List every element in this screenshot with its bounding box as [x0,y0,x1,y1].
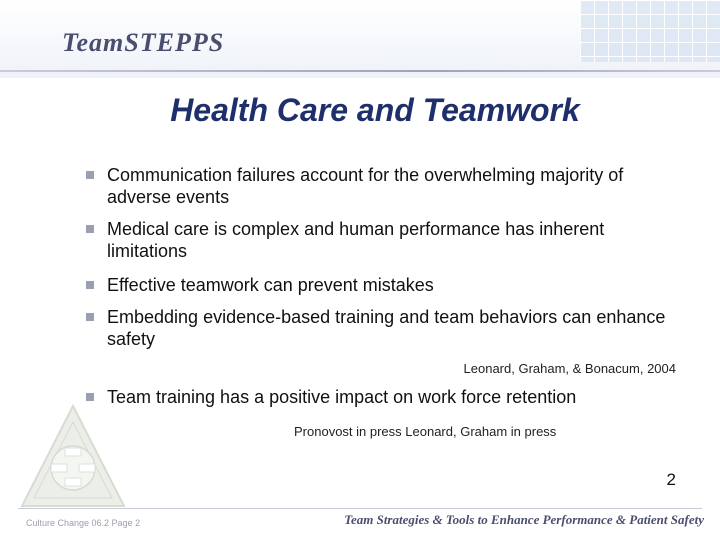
bullet-item [86,386,686,408]
bullet-item [86,274,686,296]
decorative-grid [580,0,720,62]
square-bullet-icon [86,393,94,401]
bullet-item [86,218,686,262]
teamstepps-triangle-watermark-icon [18,402,128,512]
bullet-text: Medical care is complex and human performance has inherent limitations [107,219,605,261]
citation: Pronovost in press Leonard, Graham in press [294,424,557,439]
footer-divider [18,508,702,509]
header-divider [0,70,720,72]
bullet-text: Effective teamwork can prevent mistakes [107,275,434,295]
square-bullet-icon [86,281,94,289]
page-number: 2 [666,470,676,489]
square-bullet-icon [86,225,94,233]
square-bullet-icon [86,313,94,321]
citation: Leonard, Graham, & Bonacum, 2004 [463,361,676,376]
footer-tagline: Team Strategies & Tools to Enhance Performance & Patient Safety [344,512,704,527]
bullet-text: Embedding evidence-based training and team behaviors can enhance safety [107,307,666,349]
bullet-item [86,164,686,208]
teamstepps-logo: TeamSTEPPS [62,28,225,57]
bullet-text: Team training has a positive impact on work force retention [107,387,577,407]
square-bullet-icon [86,171,94,179]
footer-left-text: Culture Change 06.2 Page 2 [26,518,141,528]
slide-title: Health Care and Teamwork [170,92,580,128]
bullet-item [86,306,686,350]
bullet-text: Communication failures account for the overwhelming majority of adverse events [107,165,624,207]
